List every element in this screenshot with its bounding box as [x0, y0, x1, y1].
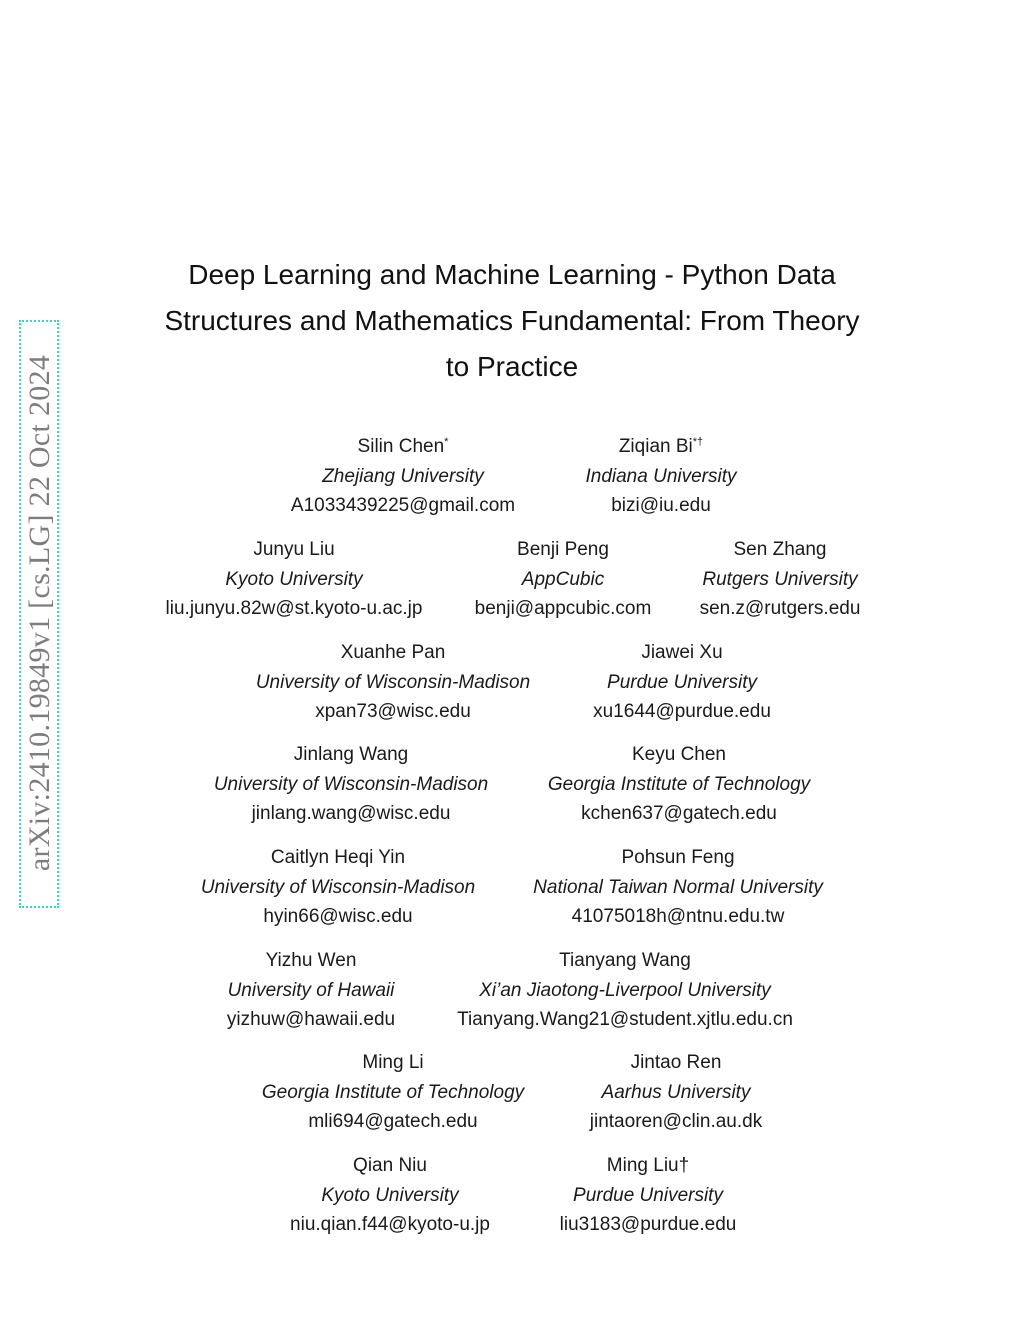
author-affiliation: Purdue University: [607, 671, 757, 693]
author-name: Junyu Liu: [253, 539, 335, 560]
author-affiliation: Purdue University: [573, 1184, 723, 1206]
author-name: Xuanhe Pan: [340, 642, 446, 663]
author-email[interactable]: A1033439225@gmail.com: [290, 495, 516, 516]
author-affiliation: Kyoto University: [225, 568, 363, 590]
author-name: Benji Peng: [517, 539, 609, 560]
author-email[interactable]: liu.junyu.82w@st.kyoto-u.ac.jp: [165, 598, 423, 619]
author-affiliation: University of Wisconsin-Madison: [213, 773, 489, 795]
author-block: [262, 1048, 524, 1137]
author-email[interactable]: Tianyang.Wang21@student.xjtlu.edu.cn: [457, 1009, 793, 1030]
author-name: Jiawei Xu: [641, 642, 723, 663]
author-affiliation: AppCubic: [521, 568, 605, 590]
author-block: [593, 638, 771, 727]
author-email[interactable]: kchen637@gatech.edu: [581, 803, 777, 824]
author-email[interactable]: sen.z@rutgers.edu: [699, 598, 861, 619]
author-affiliation: University of Wisconsin-Madison: [200, 876, 476, 898]
author-name: Jinlang Wang: [293, 744, 409, 765]
author-affiliation: Zhejiang University: [322, 465, 484, 487]
author-block: [548, 740, 810, 829]
author-affiliation: Georgia Institute of Technology: [261, 1081, 525, 1103]
author-email[interactable]: yizhuw@hawaii.edu: [226, 1009, 396, 1030]
author-email[interactable]: jintaoren@clin.au.dk: [589, 1111, 763, 1132]
author-name: Ziqian Bi*†: [618, 436, 704, 457]
author-email[interactable]: hyin66@wisc.edu: [263, 906, 413, 927]
author-name: Ming Li: [362, 1052, 424, 1073]
author-name: Silin Chen*: [357, 436, 449, 457]
author-email[interactable]: 41075018h@ntnu.edu.tw: [571, 906, 785, 927]
author-block: [256, 638, 530, 727]
author-email[interactable]: niu.qian.f44@kyoto-u.jp: [290, 1214, 490, 1235]
author-block: [533, 843, 823, 932]
author-name: Sen Zhang: [733, 539, 827, 560]
author-affiliation: University of Hawaii: [227, 979, 395, 1001]
author-affiliation: Indiana University: [585, 465, 737, 487]
author-name: Qian Niu: [353, 1155, 427, 1176]
author-email[interactable]: xu1644@purdue.edu: [593, 701, 771, 722]
author-name: Keyu Chen: [631, 744, 726, 765]
author-email[interactable]: xpan73@wisc.edu: [315, 701, 471, 722]
author-affiliation: Kyoto University: [321, 1184, 459, 1206]
author-email[interactable]: liu3183@purdue.edu: [559, 1214, 737, 1235]
author-affiliation: Xi’an Jiaotong-Liverpool University: [479, 979, 771, 1001]
author-affiliation: National Taiwan Normal University: [533, 876, 823, 898]
author-block: [560, 1151, 737, 1240]
author-affiliation: University of Wisconsin-Madison: [255, 671, 531, 693]
arxiv-stamp[interactable]: arXiv:2410.19849v1 [cs.LG] 22 Oct 2024: [23, 354, 56, 872]
author-block: [291, 432, 515, 521]
author-block: [290, 1151, 490, 1240]
author-email[interactable]: bizi@iu.edu: [611, 495, 711, 516]
author-affiliation: Georgia Institute of Technology: [547, 773, 811, 795]
author-block: [166, 535, 423, 624]
author-block: [700, 535, 861, 624]
author-block: [590, 1048, 762, 1137]
author-name: Tianyang Wang: [559, 950, 691, 971]
author-name: Caitlyn Heqi Yin: [270, 847, 406, 868]
author-block: [201, 843, 475, 932]
author-block: [227, 946, 395, 1035]
author-name: Pohsun Feng: [621, 847, 735, 868]
author-email[interactable]: mli694@gatech.edu: [308, 1111, 478, 1132]
author-name: Ming Liu†: [606, 1155, 690, 1176]
author-email[interactable]: benji@appcubic.com: [474, 598, 652, 619]
author-block: [475, 535, 652, 624]
author-name: Yizhu Wen: [265, 950, 357, 971]
author-block: [585, 432, 736, 521]
author-email[interactable]: jinlang.wang@wisc.edu: [251, 803, 451, 824]
author-affiliation: Aarhus University: [601, 1081, 751, 1103]
author-name: Jintao Ren: [630, 1052, 722, 1073]
paper-title: Deep Learning and Machine Learning - Python Data Structures and Mathematics Fundamental: From Theory to Practice: [164, 259, 860, 382]
author-affiliation: Rutgers University: [702, 568, 858, 590]
author-block: [214, 740, 488, 829]
author-block: [457, 946, 793, 1035]
